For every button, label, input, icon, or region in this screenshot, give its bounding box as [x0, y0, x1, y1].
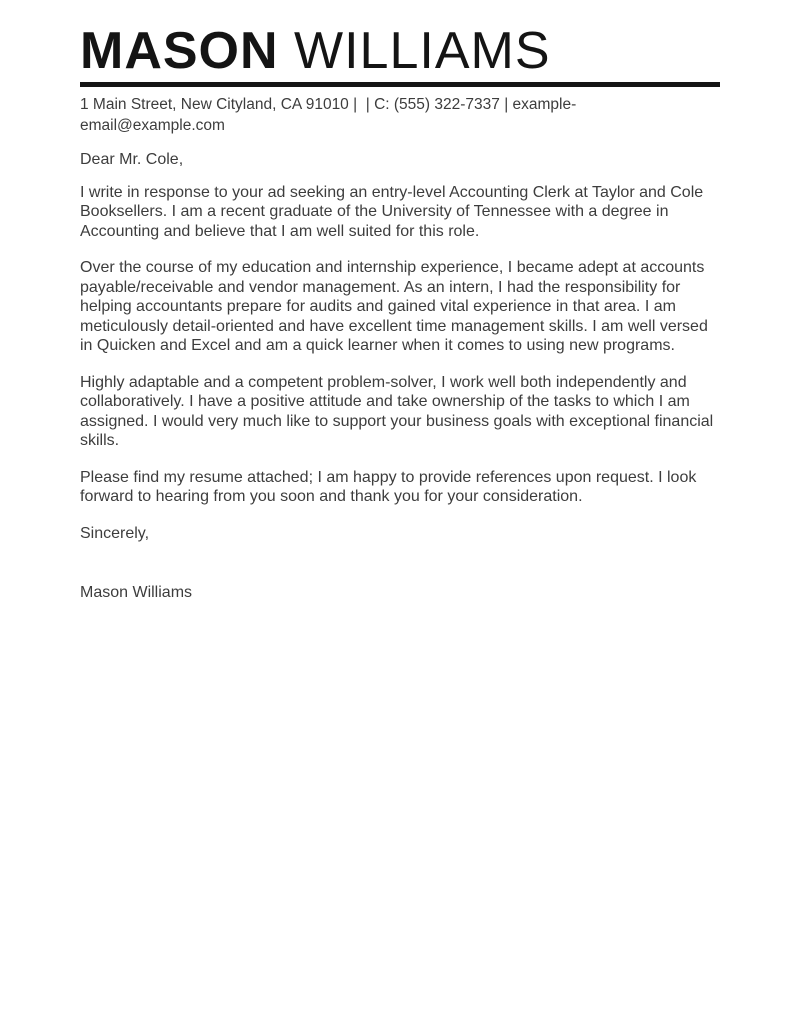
contact-info — [80, 94, 720, 136]
body-paragraph-2: Over the course of my education and internship experience, I became adept at accounts payable/receivable and vendor management. As an intern, I had the responsibility for helping accountants prepare for audits and gained vital experience in that area. I am meticulously detail-oriented and have excellent time management skills. I am well versed in Quicken and Excel and am a quick learner when it comes to using new programs. — [80, 259, 708, 354]
body-paragraph-3: Highly adaptable and a competent problem-solver, I work well both independently and collaboratively. I have a positive attitude and take ownership of the tasks to which I am assigned. I would very much like to support your business goals with exceptional financial skills. — [80, 373, 714, 449]
letterhead — [80, 24, 720, 136]
letterhead-name — [80, 24, 720, 78]
contact-line-1: 1 Main Street, New Cityland, CA 91010 | | C: (555) 322-7337 | example- — [80, 96, 577, 113]
body-paragraph-1: I write in response to your ad seeking an entry-level Accounting Clerk at Taylor and Cole Booksellers. I am a recent graduate of the University of Tennessee with a degree in Accounting and believe that I am well suited for this role. — [80, 183, 704, 240]
header-rule — [80, 82, 720, 87]
letterhead-name-last: WILLIAMS — [294, 22, 551, 80]
salutation: Dear Mr. Cole, — [80, 151, 184, 168]
signature-name: Mason Williams — [80, 584, 193, 601]
body-paragraph-4: Please find my resume attached; I am happy to provide references upon request. I look forward to hearing from you soon and thank you for your consideration. — [80, 468, 697, 505]
letter-body — [80, 150, 722, 603]
contact-line-2: email@example.com — [80, 117, 225, 134]
closing: Sincerely, — [80, 524, 150, 542]
letterhead-name-first: MASON — [80, 22, 279, 80]
